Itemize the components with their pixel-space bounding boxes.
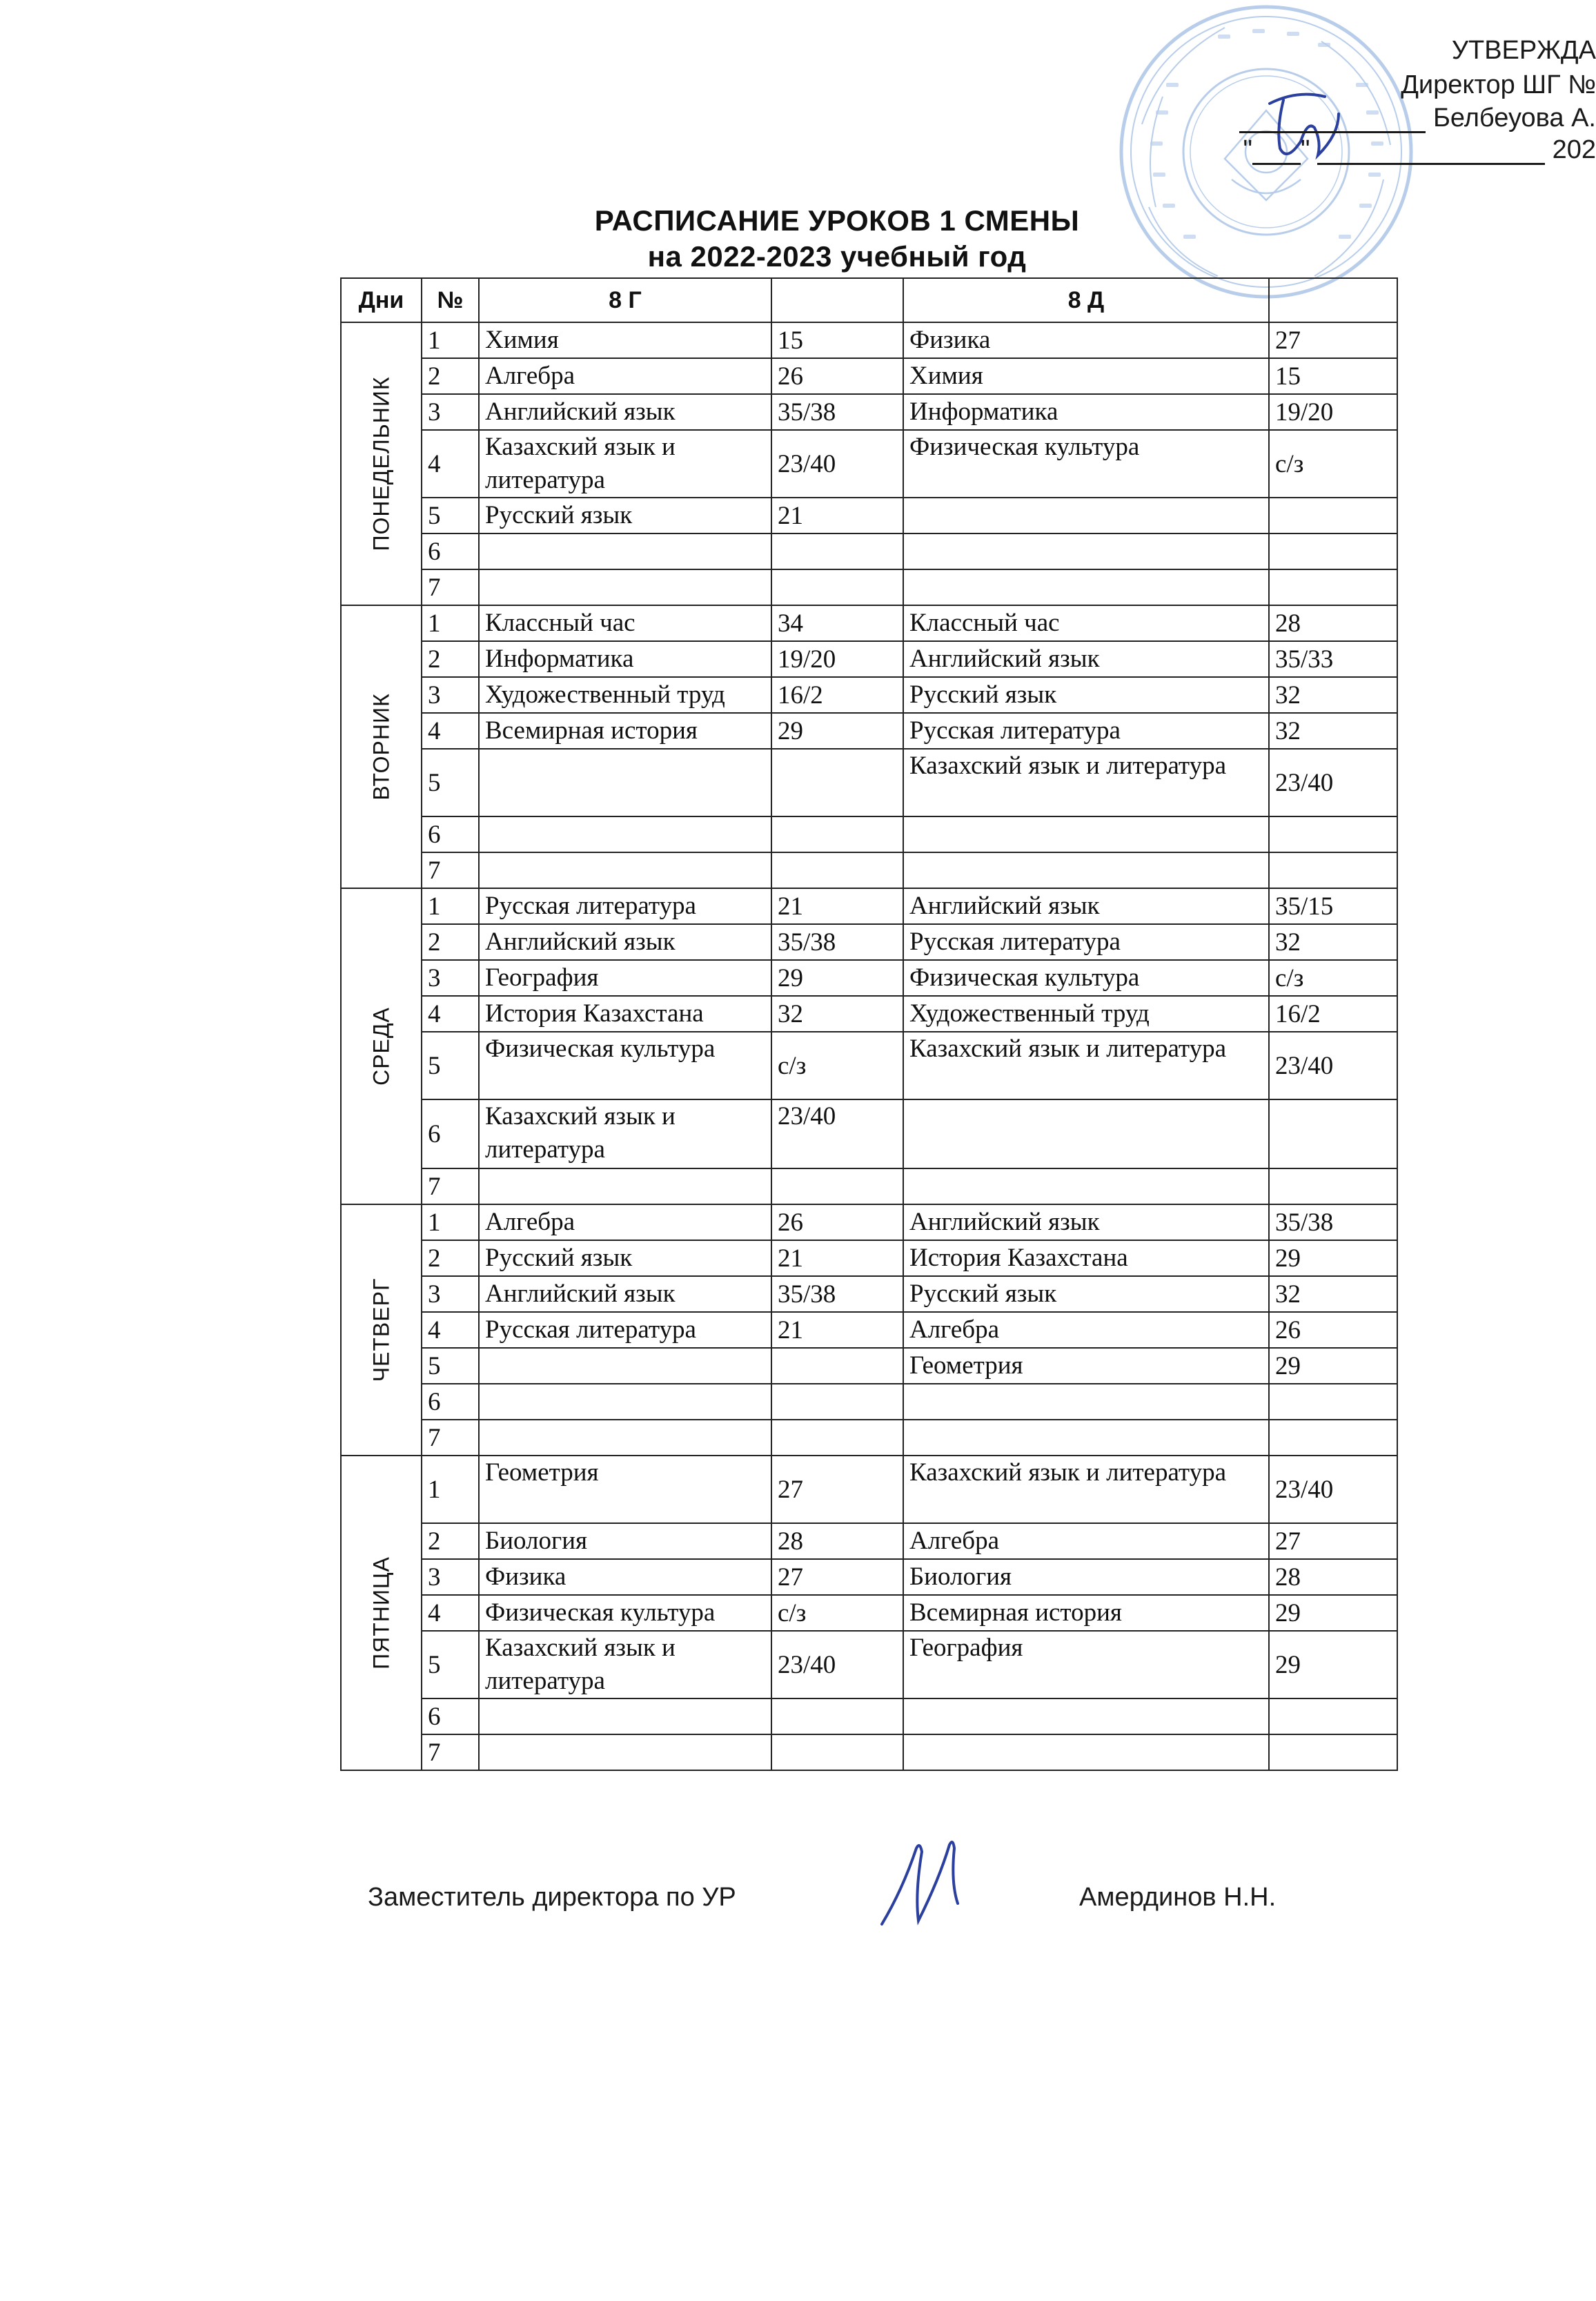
subject-8d xyxy=(903,816,1269,852)
room-8g: с/з xyxy=(771,1595,903,1631)
schedule-body xyxy=(341,322,1397,1770)
lesson-row xyxy=(341,498,1397,533)
subject-8g: Русский язык xyxy=(479,1240,771,1276)
room-8d xyxy=(1269,533,1397,569)
room-8d xyxy=(1269,816,1397,852)
lesson-row xyxy=(341,924,1397,960)
lesson-row xyxy=(341,816,1397,852)
day-cell xyxy=(341,605,422,888)
day-name: СРЕДА xyxy=(368,1007,393,1086)
subject-8d: Физическая культура xyxy=(903,960,1269,996)
lesson-row xyxy=(341,1099,1397,1168)
room-8d: 26 xyxy=(1269,1312,1397,1348)
room-8g: 16/2 xyxy=(771,677,903,713)
subject-8d: Классный час xyxy=(903,605,1269,641)
day-cell xyxy=(341,888,422,1204)
deputy-name: Амердинов Н.Н. xyxy=(1079,1883,1277,1912)
lesson-row xyxy=(341,1384,1397,1420)
subject-8d: История Казахстана xyxy=(903,1240,1269,1276)
lesson-row xyxy=(341,358,1397,394)
subject-8g: Алгебра xyxy=(479,1204,771,1240)
subject-8d: Всемирная история xyxy=(903,1595,1269,1631)
lesson-number: 4 xyxy=(422,1595,479,1631)
subject-8d: Физика xyxy=(903,322,1269,358)
room-8g xyxy=(771,816,903,852)
room-8g: 28 xyxy=(771,1523,903,1559)
room-8d: 27 xyxy=(1269,322,1397,358)
subject-8g: Геометрия xyxy=(479,1456,771,1523)
lesson-number: 3 xyxy=(422,1276,479,1312)
subject-8g xyxy=(479,749,771,816)
subject-8g xyxy=(479,1384,771,1420)
lesson-row xyxy=(341,677,1397,713)
subject-8g: Химия xyxy=(479,322,771,358)
subject-8d: Физическая культура xyxy=(903,430,1269,498)
subject-8g: Художественный труд xyxy=(479,677,771,713)
subject-8d: Казахский язык и литература xyxy=(903,1032,1269,1099)
room-8g: 27 xyxy=(771,1559,903,1595)
lesson-number: 3 xyxy=(422,1559,479,1595)
deputy-signature-icon xyxy=(868,1834,972,1938)
subject-8d: Английский язык xyxy=(903,641,1269,677)
room-8d: с/з xyxy=(1269,430,1397,498)
lesson-number: 1 xyxy=(422,1204,479,1240)
room-8g xyxy=(771,1348,903,1384)
subject-8g: Физическая культура xyxy=(479,1032,771,1099)
subject-8d: Английский язык xyxy=(903,888,1269,924)
subject-8g xyxy=(479,1698,771,1734)
lesson-row xyxy=(341,533,1397,569)
approval-name: Белбеуова А. xyxy=(1432,104,1596,133)
lesson-number: 3 xyxy=(422,960,479,996)
room-8d xyxy=(1269,569,1397,605)
room-8g: 32 xyxy=(771,996,903,1032)
lesson-number: 5 xyxy=(422,498,479,533)
subject-8g xyxy=(479,1348,771,1384)
subject-8d: Казахский язык и литература xyxy=(903,749,1269,816)
subject-8g: Английский язык xyxy=(479,1276,771,1312)
room-8g: 35/38 xyxy=(771,1276,903,1312)
room-8g: 34 xyxy=(771,605,903,641)
lesson-row xyxy=(341,430,1397,498)
room-8d xyxy=(1269,1698,1397,1734)
subject-8d: Художественный труд xyxy=(903,996,1269,1032)
room-8g xyxy=(771,569,903,605)
subject-8d: Геометрия xyxy=(903,1348,1269,1384)
room-8d: 35/33 xyxy=(1269,641,1397,677)
room-8g: 21 xyxy=(771,1312,903,1348)
room-8g xyxy=(771,1420,903,1456)
room-8d xyxy=(1269,498,1397,533)
subject-8d: Информатика xyxy=(903,394,1269,430)
room-8g xyxy=(771,749,903,816)
lesson-number: 2 xyxy=(422,924,479,960)
subject-8d xyxy=(903,1099,1269,1168)
subject-8g: Казахский язык и литература xyxy=(479,1099,771,1168)
room-8d: 29 xyxy=(1269,1348,1397,1384)
approval-name-line xyxy=(1239,104,1596,133)
room-8g: 21 xyxy=(771,888,903,924)
room-8g xyxy=(771,1734,903,1770)
lesson-row xyxy=(341,852,1397,888)
subject-8g xyxy=(479,1168,771,1204)
subject-8d xyxy=(903,498,1269,533)
lesson-number: 5 xyxy=(422,1631,479,1698)
approval-position: Директор ШГ № xyxy=(1401,70,1596,99)
subject-8d: Русская литература xyxy=(903,924,1269,960)
lesson-number: 6 xyxy=(422,816,479,852)
room-8d: 29 xyxy=(1269,1631,1397,1698)
room-8d xyxy=(1269,852,1397,888)
room-8d: 35/15 xyxy=(1269,888,1397,924)
room-8d: 29 xyxy=(1269,1595,1397,1631)
room-8g: 21 xyxy=(771,1240,903,1276)
day-name: ВТОРНИК xyxy=(368,693,393,801)
room-8g: 29 xyxy=(771,960,903,996)
room-8g xyxy=(771,852,903,888)
day-name: ПОНЕДЕЛЬНИК xyxy=(368,376,393,551)
room-8d: 29 xyxy=(1269,1240,1397,1276)
header-class-8g: 8 Г xyxy=(479,278,771,322)
lesson-number: 2 xyxy=(422,1240,479,1276)
lesson-number: 6 xyxy=(422,533,479,569)
day-cell xyxy=(341,322,422,605)
subject-8g xyxy=(479,1734,771,1770)
approval-block xyxy=(1113,32,1596,163)
lesson-number: 1 xyxy=(422,1456,479,1523)
room-8d: 27 xyxy=(1269,1523,1397,1559)
lesson-row xyxy=(341,1312,1397,1348)
room-8d: 32 xyxy=(1269,1276,1397,1312)
lesson-row xyxy=(341,641,1397,677)
room-8d xyxy=(1269,1384,1397,1420)
lesson-number: 2 xyxy=(422,641,479,677)
room-8d: 32 xyxy=(1269,924,1397,960)
subject-8d: Алгебра xyxy=(903,1523,1269,1559)
lesson-row xyxy=(341,1734,1397,1770)
lesson-row xyxy=(341,1348,1397,1384)
subject-8g xyxy=(479,1420,771,1456)
room-8g: 26 xyxy=(771,358,903,394)
room-8d: 15 xyxy=(1269,358,1397,394)
day-cell xyxy=(341,1456,422,1770)
subject-8g: Информатика xyxy=(479,641,771,677)
subject-8d: Химия xyxy=(903,358,1269,394)
lesson-row xyxy=(341,394,1397,430)
lesson-number: 1 xyxy=(422,605,479,641)
approval-date-line xyxy=(1243,135,1596,165)
lesson-number: 4 xyxy=(422,430,479,498)
page-title: РАСПИСАНИЕ УРОКОВ 1 СМЕНЫ xyxy=(594,204,1080,237)
month-underline xyxy=(1317,142,1545,165)
lesson-row xyxy=(341,605,1397,641)
room-8g xyxy=(771,1168,903,1204)
subject-8d xyxy=(903,852,1269,888)
subject-8g: География xyxy=(479,960,771,996)
lesson-number: 7 xyxy=(422,852,479,888)
subject-8g xyxy=(479,569,771,605)
room-8g: 23/40 xyxy=(771,1631,903,1698)
lesson-row xyxy=(341,1240,1397,1276)
lesson-number: 7 xyxy=(422,1734,479,1770)
room-8d: 23/40 xyxy=(1269,1456,1397,1523)
subject-8g: Английский язык xyxy=(479,394,771,430)
day-underline xyxy=(1252,142,1301,165)
lesson-row xyxy=(341,1595,1397,1631)
subject-8d xyxy=(903,1734,1269,1770)
lesson-number: 4 xyxy=(422,713,479,749)
lesson-number: 5 xyxy=(422,749,479,816)
lesson-number: 6 xyxy=(422,1099,479,1168)
subject-8d xyxy=(903,1168,1269,1204)
subject-8d: Русская литература xyxy=(903,713,1269,749)
subject-8d: Русский язык xyxy=(903,677,1269,713)
subject-8d xyxy=(903,1384,1269,1420)
subject-8d xyxy=(903,1420,1269,1456)
room-8g: 35/38 xyxy=(771,924,903,960)
approval-year: 202 xyxy=(1552,135,1596,164)
room-8g: с/з xyxy=(771,1032,903,1099)
lesson-number: 1 xyxy=(422,888,479,924)
lesson-row xyxy=(341,1456,1397,1523)
lesson-number: 3 xyxy=(422,394,479,430)
room-8g: 19/20 xyxy=(771,641,903,677)
room-8g xyxy=(771,1698,903,1734)
subject-8g xyxy=(479,533,771,569)
room-8d: 32 xyxy=(1269,713,1397,749)
room-8d: 28 xyxy=(1269,1559,1397,1595)
lesson-row xyxy=(341,713,1397,749)
lesson-row xyxy=(341,1420,1397,1456)
header-class-8d: 8 Д xyxy=(903,278,1269,322)
room-8d: 16/2 xyxy=(1269,996,1397,1032)
subject-8g: Русская литература xyxy=(479,1312,771,1348)
lesson-number: 2 xyxy=(422,1523,479,1559)
lesson-row xyxy=(341,1032,1397,1099)
day-cell xyxy=(341,1204,422,1456)
lesson-row xyxy=(341,960,1397,996)
subject-8d xyxy=(903,569,1269,605)
subject-8d: Русский язык xyxy=(903,1276,1269,1312)
subject-8g: Русский язык xyxy=(479,498,771,533)
room-8g: 21 xyxy=(771,498,903,533)
room-8d xyxy=(1269,1099,1397,1168)
subject-8g: Русская литература xyxy=(479,888,771,924)
table-header-row xyxy=(341,278,1397,322)
subject-8d: Алгебра xyxy=(903,1312,1269,1348)
lesson-row xyxy=(341,569,1397,605)
lesson-row xyxy=(341,1559,1397,1595)
room-8g: 26 xyxy=(771,1204,903,1240)
lesson-number: 4 xyxy=(422,996,479,1032)
lesson-number: 5 xyxy=(422,1032,479,1099)
lesson-row xyxy=(341,1523,1397,1559)
lesson-number: 3 xyxy=(422,677,479,713)
subject-8d: Биология xyxy=(903,1559,1269,1595)
subject-8g: Всемирная история xyxy=(479,713,771,749)
subject-8g: Казахский язык и литература xyxy=(479,430,771,498)
room-8d: 28 xyxy=(1269,605,1397,641)
header-number: № xyxy=(422,278,479,322)
subject-8d xyxy=(903,1698,1269,1734)
room-8g: 35/38 xyxy=(771,394,903,430)
lesson-row xyxy=(341,1276,1397,1312)
subject-8g: Физика xyxy=(479,1559,771,1595)
date-quote-open: " xyxy=(1243,135,1252,164)
lesson-number: 2 xyxy=(422,358,479,394)
deputy-title: Заместитель директора по УР xyxy=(368,1883,736,1912)
subject-8g xyxy=(479,816,771,852)
subject-8d: Казахский язык и литература xyxy=(903,1456,1269,1523)
room-8d: 23/40 xyxy=(1269,749,1397,816)
day-name: ПЯТНИЦА xyxy=(368,1556,393,1670)
lesson-row xyxy=(341,1631,1397,1698)
subject-8g: Классный час xyxy=(479,605,771,641)
date-quote-close: " xyxy=(1300,135,1310,164)
room-8g: 23/40 xyxy=(771,1099,903,1168)
room-8d xyxy=(1269,1734,1397,1770)
lesson-number: 6 xyxy=(422,1384,479,1420)
room-8d xyxy=(1269,1420,1397,1456)
signature-underline xyxy=(1239,110,1426,133)
subject-8g: Казахский язык и литература xyxy=(479,1631,771,1698)
subject-8g: Английский язык xyxy=(479,924,771,960)
lesson-number: 7 xyxy=(422,1420,479,1456)
room-8d: 35/38 xyxy=(1269,1204,1397,1240)
lesson-row xyxy=(341,1698,1397,1734)
subject-8g: Физическая культура xyxy=(479,1595,771,1631)
room-8g: 27 xyxy=(771,1456,903,1523)
room-8g xyxy=(771,533,903,569)
header-class-8d-room xyxy=(1269,278,1397,322)
header-class-8g-room xyxy=(771,278,903,322)
room-8d: 32 xyxy=(1269,677,1397,713)
day-name: ЧЕТВЕРГ xyxy=(368,1277,393,1382)
room-8d: 23/40 xyxy=(1269,1032,1397,1099)
subject-8g: История Казахстана xyxy=(479,996,771,1032)
subject-8d: География xyxy=(903,1631,1269,1698)
lesson-row xyxy=(341,749,1397,816)
approval-title: УТВЕРЖДА xyxy=(1451,36,1596,65)
room-8d: с/з xyxy=(1269,960,1397,996)
room-8d: 19/20 xyxy=(1269,394,1397,430)
room-8g: 29 xyxy=(771,713,903,749)
subject-8g xyxy=(479,852,771,888)
lesson-number: 1 xyxy=(422,322,479,358)
lesson-row xyxy=(341,322,1397,358)
subject-8d: Английский язык xyxy=(903,1204,1269,1240)
lesson-row xyxy=(341,1204,1397,1240)
lesson-number: 5 xyxy=(422,1348,479,1384)
lesson-number: 7 xyxy=(422,1168,479,1204)
schedule-table xyxy=(340,277,1398,1771)
subject-8g: Алгебра xyxy=(479,358,771,394)
room-8g: 23/40 xyxy=(771,430,903,498)
subject-8d xyxy=(903,533,1269,569)
lesson-number: 7 xyxy=(422,569,479,605)
lesson-row xyxy=(341,888,1397,924)
room-8g: 15 xyxy=(771,322,903,358)
lesson-row xyxy=(341,996,1397,1032)
lesson-row xyxy=(341,1168,1397,1204)
header-days: Дни xyxy=(341,278,422,322)
subject-8g: Биология xyxy=(479,1523,771,1559)
lesson-number: 4 xyxy=(422,1312,479,1348)
room-8d xyxy=(1269,1168,1397,1204)
room-8g xyxy=(771,1384,903,1420)
lesson-number: 6 xyxy=(422,1698,479,1734)
page-subtitle: на 2022-2023 учебный год xyxy=(647,240,1027,273)
